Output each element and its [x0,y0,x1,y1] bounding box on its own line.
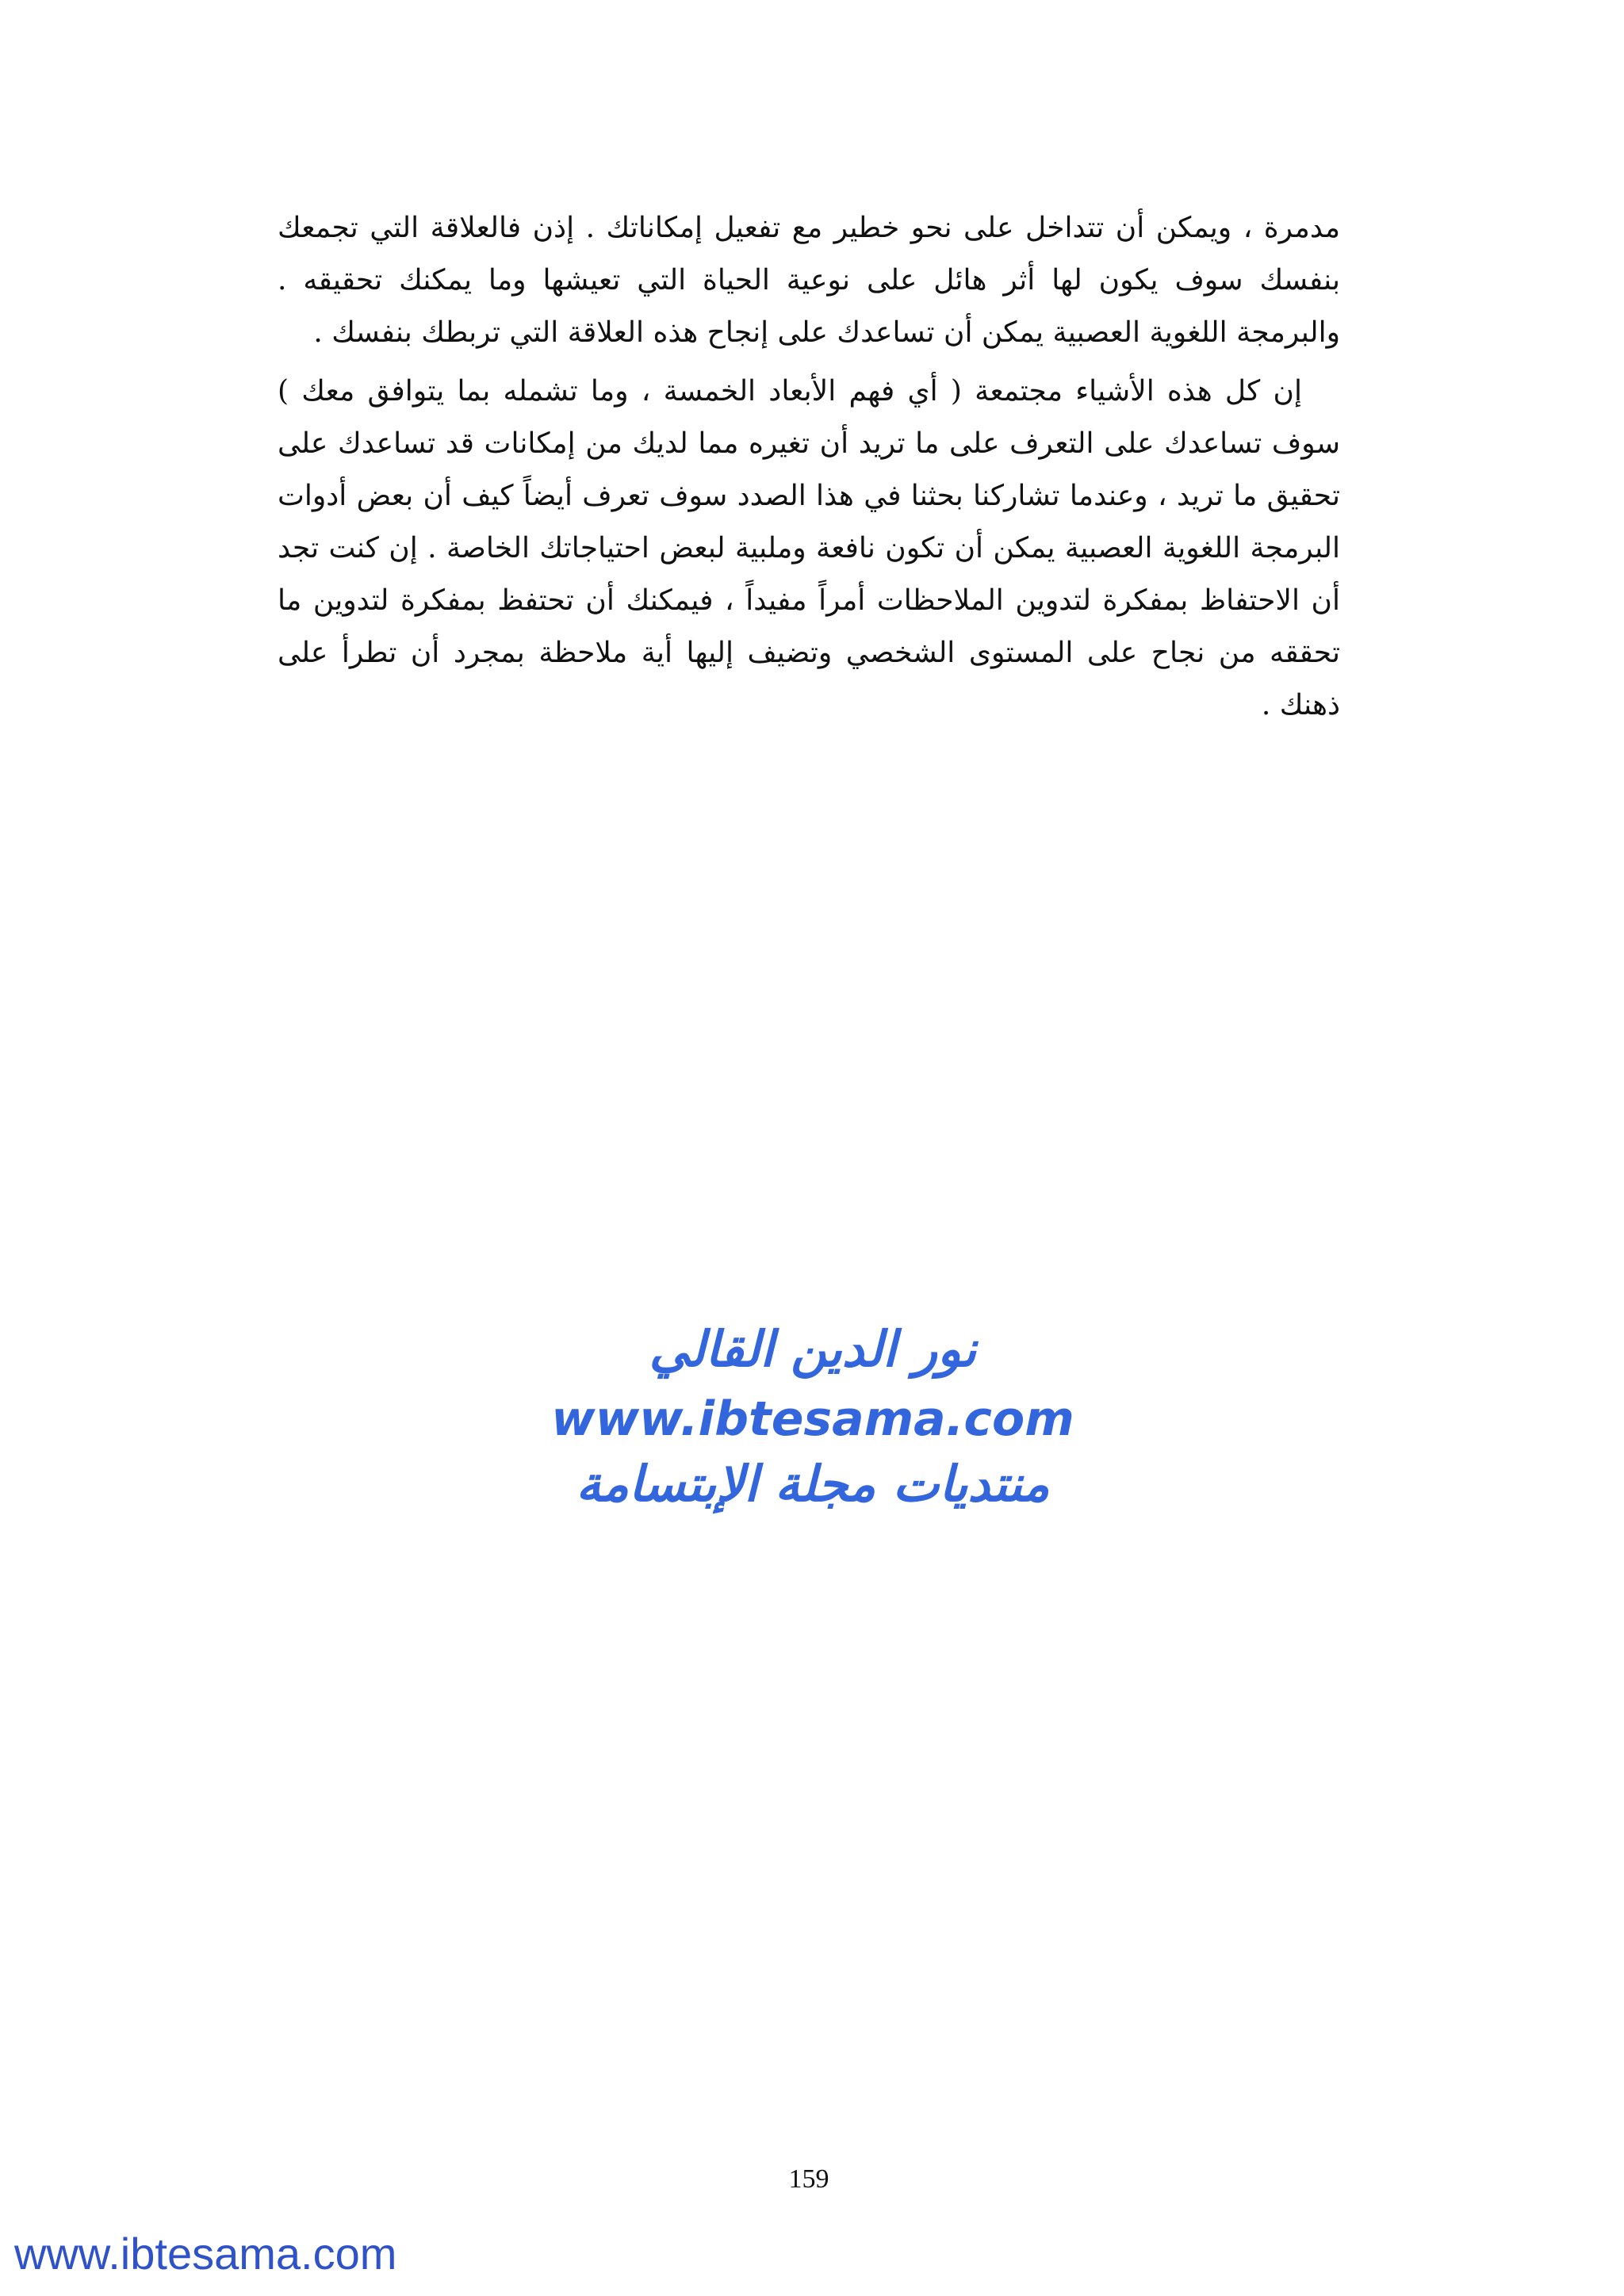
page-number: 159 [788,2164,829,2194]
body-text [278,202,1340,732]
watermark-name: نور الدين القالي [649,1320,977,1378]
watermark-url[interactable]: www.ibtesama.com [551,1391,1074,1447]
footer-url[interactable]: www.ibtesama.com [14,2229,397,2279]
paragraph-1: مدمرة ، ويمكن أن تتداخل على نحو خطير مع تفعيل إمكاناتك . إذن فالعلاقة التي تجمعك بنفسك سوف يكون لها أثر هائل على نوعية الحياة التي تعيشها وما يمكنك تحقيقه . والبرمجة اللغوية العصبية يمكن أن تساعدك على إنجاح هذه العلاقة التي تربطك بنفسك . [278,212,1340,349]
watermark-forum: منتديات مجلة الإبتسامة [576,1455,1050,1513]
paragraph-2: إن كل هذه الأشياء مجتمعة ( أي فهم الأبعاد الخمسة ، وما تشمله بما يتوافق معك ) سوف تساعدك على التعرف على ما تريد أن تغيره مما لديك من إمكانات قد تساعدك على تحقيق ما تريد ، وعندما تشاركنا بحثنا في هذا الصدد سوف تعرف أيضاً كيف أن بعض أدوات البرمجة اللغوية العصبية يمكن أن تكون نافعة وملبية لبعض احتياجاتك الخاصة . إن كنت تجد أن الاحتفاظ بمفكرة لتدوين الملاحظات أمراً مفيداً ، فيمكنك أن تحتفظ بمفكرة لتدوين ما تحققه من نجاح على المستوى الشخصي وتضيف إليها أية ملاحظة بمجرد أن تطرأ على ذهنك . [278,375,1340,721]
